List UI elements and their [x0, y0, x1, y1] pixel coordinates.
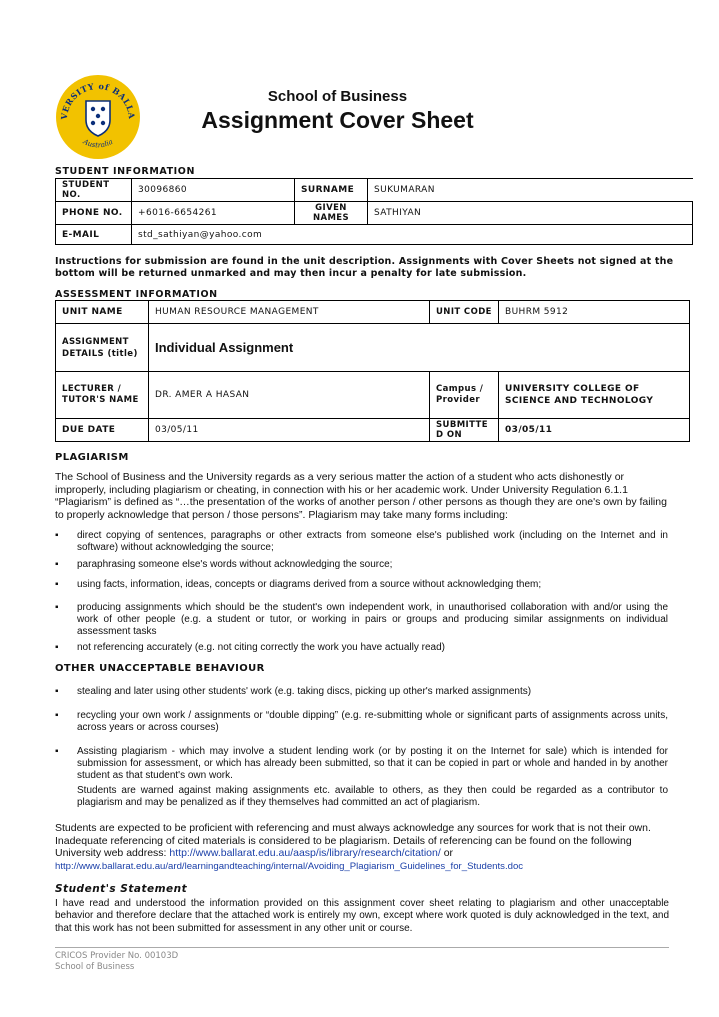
or-text: or — [443, 847, 454, 860]
submission-instructions: Instructions for submission are found in the unit description. Assignments with Cover Sheets not signed at the bottom will be returned unmarked and may then incur a penalty for late submission. — [55, 256, 674, 279]
campus-label: Campus / Provider — [430, 372, 499, 419]
surname-value: SUKUMARAN — [368, 179, 693, 202]
due-date-label: DUE DATE — [56, 419, 149, 442]
other-item-1: stealing and later using other students' work (e.g. taking discs, picking up other's marked assignments) — [77, 686, 532, 697]
svg-text:Australia: Australia — [81, 137, 115, 150]
assessment-info-table — [55, 300, 690, 442]
student-no-label: STUDENT NO. — [56, 179, 132, 202]
given-names-value: SATHIYAN — [368, 202, 693, 225]
footer-cricos: CRICOS Provider No. 00103D — [55, 951, 179, 961]
phone-value: +6016-6654261 — [132, 202, 295, 225]
header-subtitle: School of Business — [267, 88, 408, 105]
submitted-on-label: SUBMITTED ON — [430, 419, 499, 442]
given-names-label: GIVEN NAMES — [295, 202, 368, 225]
footer-school: School of Business — [55, 962, 135, 972]
email-value: std_sathiyan@yahoo.com — [132, 225, 693, 245]
plagiarism-item-4: producing assignments which should be the student's own independent work, in unauthorised collaboration with and/or using the work of other people (e.g. a student or tutor, or working in pairs or groups and producing similar assignments on individual assessment tasks — [77, 602, 668, 637]
bullet-icon: ▪ — [55, 579, 59, 590]
citation-link[interactable]: http://www.ballarat.edu.au/aasp/is/library/research/citation/ — [169, 847, 441, 860]
page-title: Assignment Cover Sheet — [201, 107, 474, 133]
bullet-icon: ▪ — [55, 642, 59, 653]
plagiarism-item-1: direct copying of sentences, paragraphs or other extracts from someone else's published work (including on the Internet and in software) without acknowledging the source; — [77, 530, 668, 553]
submitted-on-value: 03/05/11 — [499, 419, 690, 442]
assignment-details-value: Individual Assignment — [149, 324, 690, 372]
warning-text: Students are warned against making assignments etc. available to others, as they then could be regarded as a contributor to plagiarism and may be penalized as if they themselves had committed an act of plagiarism. — [77, 785, 668, 808]
plagiarism-intro: The School of Business and the University regards as a very serious matter the action of a student who acts dishonestly or improperly, including plagiarism or cheating, in connection with his or her academic work. Under University Regulation 6.1.1 “Plagiarism” is defined as “…the presentation of the works of another person / other persons as though they are one's own by failing to properly acknowledge that person / those persons”. Plagiarism may take many forms including: — [55, 471, 667, 521]
statement-text: I have read and understood the information provided on this assignment cover sheet relating to plagiarism and other unacceptable behavior and therefore declare that the attached work is entirely my own, except where work quoted is duly acknowledged in the text, and that this work has not been submitted for assessment in any other unit or course. — [55, 898, 669, 934]
referencing-text: Students are expected to be proficient with referencing and must always acknowledge any sources for work that is not their own. Inadequate referencing of cited materials is considered to be plagiarism. Details of referencing can be found on the following University web address: — [55, 822, 651, 860]
bullet-icon: ▪ — [55, 559, 59, 570]
bullet-icon: ▪ — [55, 686, 59, 697]
other-behaviour-heading: OTHER UNACCEPTABLE BEHAVIOUR — [55, 663, 265, 674]
plagiarism-item-3: using facts, information, ideas, concepts or diagrams derived from a source without acknowledging them; — [77, 579, 542, 590]
lecturer-label: LECTURER / TUTOR'S NAME — [56, 372, 149, 419]
bullet-icon: ▪ — [55, 710, 59, 721]
assessment-info-label: ASSESSMENT INFORMATION — [55, 289, 218, 300]
student-no-value: 30096860 — [132, 179, 295, 202]
other-item-2: recycling your own work / assignments or “double dipping” (e.g. re-submitting whole or significant parts of assignments across units, across years or across courses) — [77, 710, 668, 733]
bullet-icon: ▪ — [55, 746, 59, 757]
surname-label: SURNAME — [295, 179, 368, 202]
due-date-value: 03/05/11 — [149, 419, 430, 442]
other-item-3: Assisting plagiarism - which may involve a student lending work (or by posting it on the Internet for sale) which is intended for submission for assessment, or which has already been submitted, so that it can be copied in part or whole and handed in by another student as that student's own work. — [77, 746, 668, 781]
plagiarism-heading: PLAGIARISM — [55, 452, 129, 463]
bullet-icon: ▪ — [55, 602, 59, 613]
campus-value: UNIVERSITY COLLEGE OF SCIENCE AND TECHNOLOGY — [499, 372, 690, 419]
footer-divider — [55, 947, 669, 948]
unit-name-value: HUMAN RESOURCE MANAGEMENT — [149, 301, 430, 324]
student-info-table — [55, 178, 693, 245]
statement-heading: Student's Statement — [55, 883, 188, 895]
lecturer-value: DR. AMER A HASAN — [149, 372, 430, 419]
unit-name-label: UNIT NAME — [56, 301, 149, 324]
unit-code-label: UNIT CODE — [430, 301, 499, 324]
plagiarism-item-5: not referencing accurately (e.g. not citing correctly the work you have actually read) — [77, 642, 445, 653]
referencing-paragraph — [55, 822, 669, 873]
phone-label: PHONE NO. — [56, 202, 132, 225]
svg-text:UNIVERSITY of BALLARAT: VERSITY of BALLA — [58, 80, 138, 121]
email-label: E-MAIL — [56, 225, 132, 245]
unit-code-value: BUHRM 5912 — [499, 301, 690, 324]
plagiarism-item-2: paraphrasing someone else's words without acknowledging the source; — [77, 559, 393, 570]
bullet-icon: ▪ — [55, 530, 59, 541]
assignment-details-label: ASSIGNMENT DETAILS (title) — [56, 324, 149, 372]
student-info-label: STUDENT INFORMATION — [55, 166, 196, 177]
plagiarism-guidelines-link[interactable]: http://www.ballarat.edu.au/ard/learningandteaching/internal/Avoiding_Plagiarism_Guidelines_for_Students.doc — [55, 860, 524, 872]
